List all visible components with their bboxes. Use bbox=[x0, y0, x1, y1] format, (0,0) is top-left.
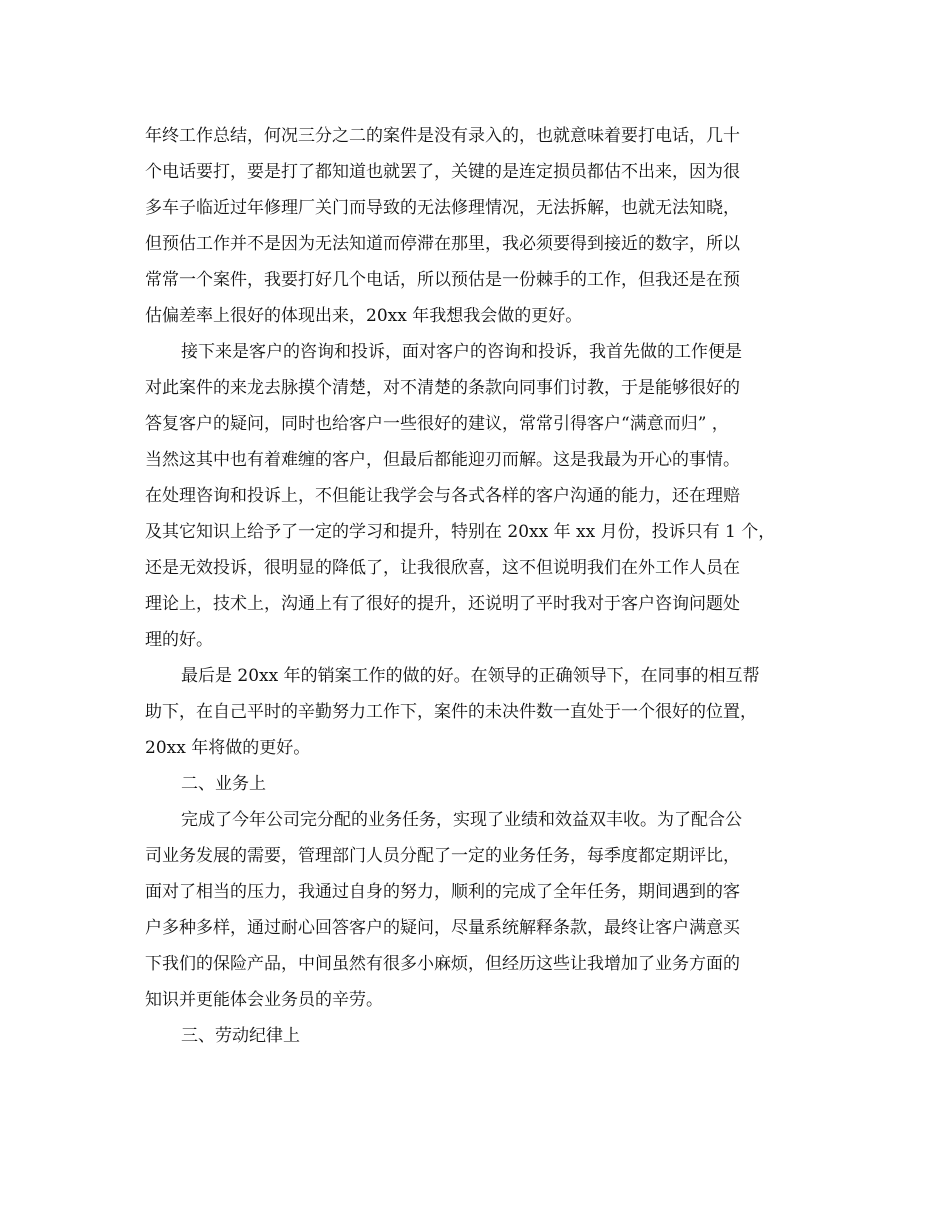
text-line: 理的好。 bbox=[145, 630, 213, 650]
document-body bbox=[145, 118, 805, 1054]
text-line: 年终工作总结，何况三分之二的案件是没有录入的，也就意味着要打电话，几十 bbox=[145, 126, 740, 146]
text-line: 20xx 年将做的更好。 bbox=[145, 738, 311, 758]
paragraph-complaints bbox=[145, 334, 805, 658]
section-heading-business bbox=[145, 766, 805, 802]
text-line: 完成了今年公司完分配的业务任务，实现了业绩和效益双丰收。为了配合公 bbox=[181, 810, 742, 830]
text-line: 多车子临近过年修理厂关门而导致的无法修理情况，无法拆解，也就无法知晓， bbox=[145, 198, 740, 218]
paragraph-case-closing bbox=[145, 658, 805, 766]
paragraph-business bbox=[145, 802, 805, 1018]
text-line: 还是无效投诉，很明显的降低了，让我很欣喜，这不但说明我们在外工作人员在 bbox=[145, 558, 740, 578]
text-line: 助下，在自己平时的辛勤努力工作下，案件的未决件数一直处于一个很好的位置， bbox=[145, 702, 757, 722]
section-heading: 三、劳动纪律上 bbox=[181, 1026, 300, 1046]
text-line: 下我们的保险产品，中间虽然有很多小麻烦，但经历这些让我增加了业务方面的 bbox=[145, 954, 740, 974]
text-line: 司业务发展的需要，管理部门人员分配了一定的业务任务，每季度都定期评比， bbox=[145, 846, 740, 866]
paragraph-prediction bbox=[145, 118, 805, 334]
text-line: 对此案件的来龙去脉摸个清楚，对不清楚的条款向同事们讨教，于是能够很好的 bbox=[145, 378, 740, 398]
text-line: 及其它知识上给予了一定的学习和提升，特别在 20xx 年 xx 月份，投诉只有 1 个， bbox=[145, 522, 776, 542]
text-line: 户多种多样，通过耐心回答客户的疑问，尽量系统解释条款，最终让客户满意买 bbox=[145, 918, 740, 938]
text-line: 最后是 20xx 年的销案工作的做的好。在领导的正确领导下，在同事的相互帮 bbox=[181, 666, 760, 686]
text-line: 个电话要打，要是打了都知道也就罢了，关键的是连定损员都估不出来，因为很 bbox=[145, 162, 740, 182]
text-line: 但预估工作并不是因为无法知道而停滞在那里，我必须要得到接近的数字，所以 bbox=[145, 234, 740, 254]
text-line: 常常一个案件，我要打好几个电话，所以预估是一份棘手的工作，但我还是在预 bbox=[145, 270, 740, 290]
text-line: 面对了相当的压力，我通过自身的努力，顺利的完成了全年任务，期间遇到的客 bbox=[145, 882, 740, 902]
text-line: 估偏差率上很好的体现出来，20xx 年我想我会做的更好。 bbox=[145, 306, 583, 326]
text-line: 在处理咨询和投诉上，不但能让我学会与各式各样的客户沟通的能力，还在理赔 bbox=[145, 486, 740, 506]
section-heading: 二、业务上 bbox=[181, 774, 266, 794]
text-line: 理论上，技术上，沟通上有了很好的提升，还说明了平时我对于客户咨询问题处 bbox=[145, 594, 740, 614]
section-heading-discipline bbox=[145, 1018, 805, 1054]
text-line: 知识并更能体会业务员的辛劳。 bbox=[145, 990, 383, 1010]
text-line: 答复客户的疑问，同时也给客户一些很好的建议，常常引得客户“满意而归” ， bbox=[145, 414, 729, 434]
text-line: 接下来是客户的咨询和投诉，面对客户的咨询和投诉，我首先做的工作便是 bbox=[181, 342, 742, 362]
text-line: 当然这其中也有着难缠的客户，但最后都能迎刃而解。这是我最为开心的事情。 bbox=[145, 450, 740, 470]
